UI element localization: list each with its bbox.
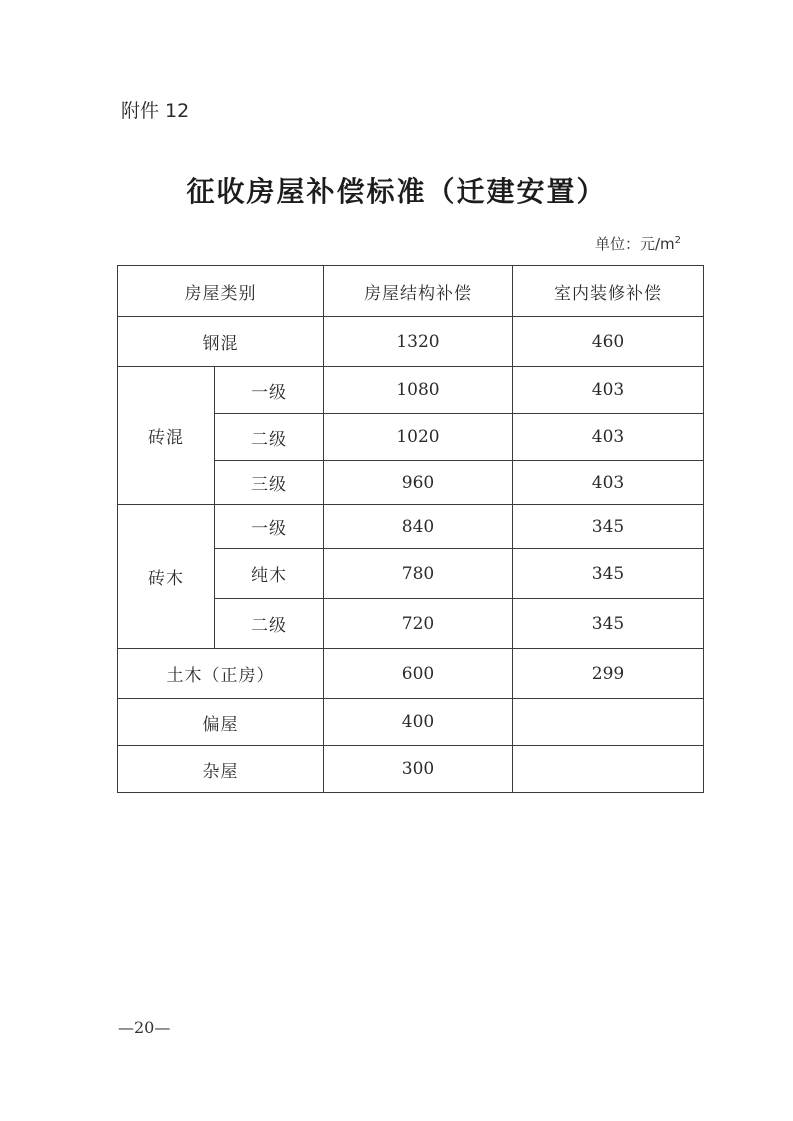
table-row: [118, 649, 704, 699]
grade-cell: 二级: [215, 414, 324, 461]
unit-text: 单位：元/m: [594, 235, 675, 253]
grade-cell: 三级: [215, 461, 324, 505]
decoration-cell: [513, 746, 704, 793]
decoration-cell: 299: [513, 649, 704, 699]
structure-cell: 1320: [324, 317, 513, 367]
table-header-row: [118, 266, 704, 317]
decoration-cell: 403: [513, 414, 704, 461]
table-row: [118, 317, 704, 367]
category-cell: 钢混: [118, 317, 324, 367]
page-number: —20—: [118, 1018, 171, 1037]
grade-cell: 一级: [215, 505, 324, 549]
header-house-category: 房屋类别: [118, 266, 324, 317]
decoration-cell: 345: [513, 549, 704, 599]
decoration-cell: 403: [513, 461, 704, 505]
category-cell: 砖木: [118, 505, 215, 649]
decoration-cell: 460: [513, 317, 704, 367]
category-cell: 杂屋: [118, 746, 324, 793]
table-row: [118, 699, 704, 746]
table-row: [118, 505, 704, 549]
unit-note: [595, 233, 681, 254]
decoration-cell: [513, 699, 704, 746]
structure-cell: 960: [324, 461, 513, 505]
attachment-label: 附件 12: [121, 100, 190, 122]
structure-cell: 840: [324, 505, 513, 549]
structure-cell: 780: [324, 549, 513, 599]
structure-cell: 600: [324, 649, 513, 699]
structure-cell: 300: [324, 746, 513, 793]
unit-superscript: 2: [674, 235, 681, 246]
decoration-cell: 345: [513, 599, 704, 649]
decoration-cell: 403: [513, 367, 704, 414]
structure-cell: 400: [324, 699, 513, 746]
category-cell: 砖混: [118, 367, 215, 505]
decoration-cell: 345: [513, 505, 704, 549]
grade-cell: 一级: [215, 367, 324, 414]
structure-cell: 1080: [324, 367, 513, 414]
page-title: 征收房屋补偿标准（迁建安置）: [186, 175, 607, 208]
grade-cell: 纯木: [215, 549, 324, 599]
category-cell: 偏屋: [118, 699, 324, 746]
compensation-table: [117, 265, 704, 793]
header-structure-compensation: 房屋结构补偿: [324, 266, 513, 317]
table-row: [118, 746, 704, 793]
category-cell: 土木（正房）: [118, 649, 324, 699]
table-row: [118, 367, 704, 414]
structure-cell: 720: [324, 599, 513, 649]
structure-cell: 1020: [324, 414, 513, 461]
grade-cell: 二级: [215, 599, 324, 649]
header-decoration-compensation: 室内装修补偿: [513, 266, 704, 317]
